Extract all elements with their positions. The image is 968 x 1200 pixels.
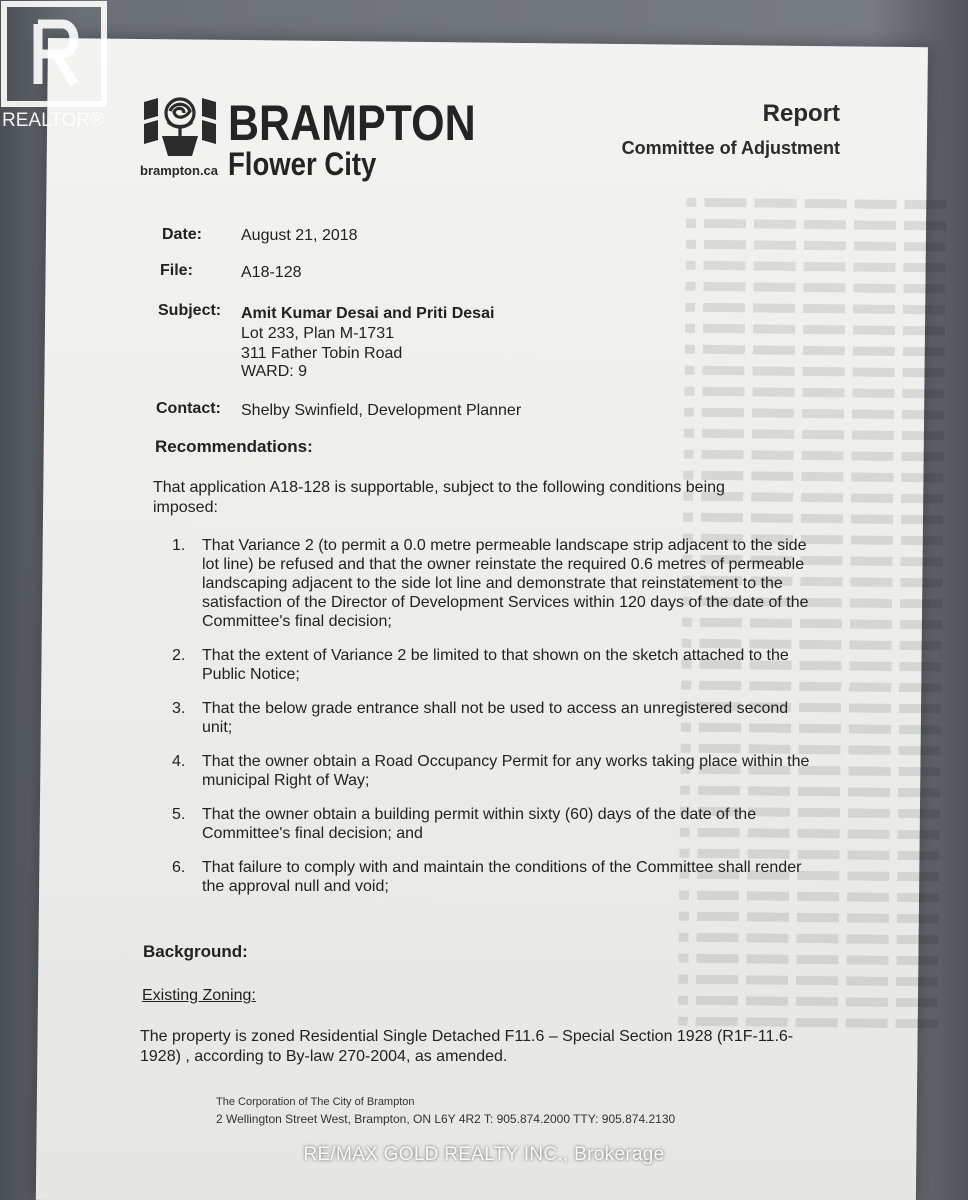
logo-tagline: Flower City xyxy=(228,146,377,182)
list-item xyxy=(172,752,822,790)
footer-organization: The Corporation of The City of Brampton xyxy=(216,1096,415,1108)
subject-ward: WARD: 9 xyxy=(241,363,308,380)
footer-address: 2 Wellington Street West, Brampton, ON L6Y 4R2 T: 905.874.2000 TTY: 905.874.2130 xyxy=(216,1112,676,1126)
existing-zoning-subheading: Existing Zoning: xyxy=(142,987,256,1004)
condition-text: That the extent of Variance 2 be limited to that shown on the sketch attached to the Public Notice; xyxy=(202,647,789,683)
report-subtitle: Committee of Adjustment xyxy=(621,138,840,158)
condition-text: That Variance 2 (to permit a 0.0 metre permeable landscape strip adjacent to the side lot line) be refused and that the owner reinstate the required 0.6 metres of permeable landscaping adjacent to the side lot line and demonstrate that reinstatement to the satisfaction of the Director of Development Services within 120 days of the date of the Committee's final decision; xyxy=(202,537,809,630)
condition-text: That the owner obtain a Road Occupancy Permit for any works taking place within the municipal Right of Way; xyxy=(202,753,810,789)
brokerage-watermark: RE/MAX GOLD REALTY INC., Brokerage xyxy=(303,1144,665,1165)
list-item xyxy=(172,805,822,843)
conditions-list xyxy=(172,536,822,911)
contact-value: Shelby Swinfield, Development Planner xyxy=(241,402,522,419)
flower-logo-icon xyxy=(140,96,220,158)
condition-text: That the owner obtain a building permit within sixty (60) days of the date of the Committee's final decision; and xyxy=(202,806,757,842)
realtor-badge-text: REALTOR® xyxy=(2,110,104,131)
subject-applicants: Amit Kumar Desai and Priti Desai xyxy=(241,305,495,322)
recommendations-heading: Recommendations: xyxy=(155,437,313,456)
logo-url: brampton.ca xyxy=(140,163,219,178)
condition-number: 2. xyxy=(172,647,186,664)
realtor-badge xyxy=(0,0,114,134)
date-label: Date: xyxy=(162,226,203,243)
condition-number: 6. xyxy=(172,859,186,876)
footer xyxy=(216,1094,675,1128)
recommendations-intro: That application A18-128 is supportable, subject to the following conditions being imposed: xyxy=(153,479,725,516)
condition-number: 4. xyxy=(172,753,186,770)
list-item xyxy=(172,536,822,631)
contact-label: Contact: xyxy=(156,400,221,417)
list-item xyxy=(172,699,822,737)
date-value: August 21, 2018 xyxy=(241,227,358,244)
subject-address: 311 Father Tobin Road xyxy=(241,345,403,362)
subject-lot: Lot 233, Plan M-1731 xyxy=(241,325,394,342)
condition-number: 1. xyxy=(172,537,186,554)
list-item xyxy=(172,858,822,896)
subject-label: Subject: xyxy=(158,302,222,319)
condition-number: 5. xyxy=(172,806,186,823)
brampton-logo xyxy=(140,95,476,186)
logo-wordmark: BRAMPTON xyxy=(228,95,476,151)
file-label: File: xyxy=(160,262,193,279)
condition-number: 3. xyxy=(172,700,186,717)
file-value: A18-128 xyxy=(241,264,302,281)
background-heading: Background: xyxy=(143,942,248,961)
condition-text: That failure to comply with and maintain the conditions of the Committee shall render the approval null and void; xyxy=(202,859,802,895)
list-item xyxy=(172,646,822,684)
report-title: Report xyxy=(762,100,840,127)
condition-text: That the below grade entrance shall not be used to access an unregistered second unit; xyxy=(202,700,789,736)
zoning-text: The property is zoned Residential Single Detached F11.6 – Special Section 1928 (R1F-11.6-1928) , according to By-law 270-2004, as amended. xyxy=(140,1028,794,1065)
